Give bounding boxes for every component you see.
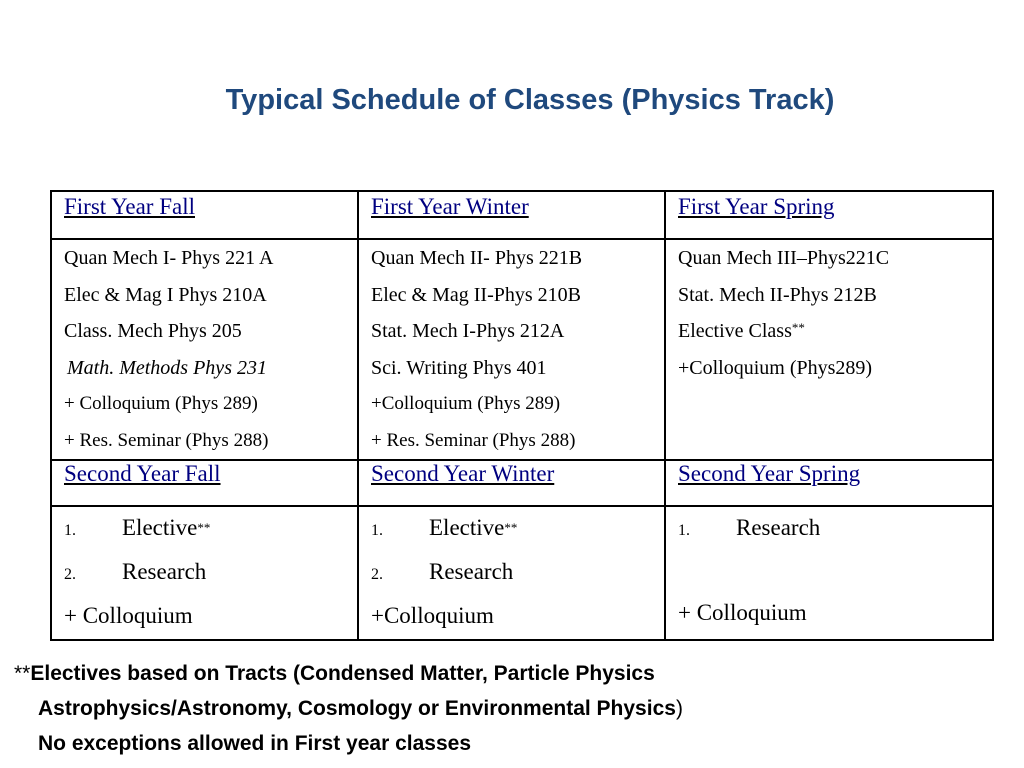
first-year-header-row xyxy=(51,191,993,239)
first-year-winter-courses xyxy=(358,239,665,460)
first-year-spring-header: First Year Spring xyxy=(665,191,993,239)
second-year-fall-courses xyxy=(51,506,358,640)
colloquium-line: +Colloquium xyxy=(371,603,494,628)
course-line: Quan Mech II- Phys 221B xyxy=(371,247,583,269)
numbered-item: 1. Research xyxy=(678,515,821,540)
course-line: Stat. Mech I-Phys 212A xyxy=(371,320,565,342)
second-year-header-row xyxy=(51,460,993,506)
numbered-item: 2. Research xyxy=(371,559,514,584)
course-line: +Colloquium (Phys 289) xyxy=(371,393,561,414)
first-year-spring-courses xyxy=(665,239,993,460)
electives-footnote xyxy=(14,656,683,761)
first-year-fall-courses xyxy=(51,239,358,460)
numbered-item: 1. Elective ** xyxy=(64,515,211,540)
course-line: + Res. Seminar (Phys 288) xyxy=(64,429,269,451)
course-line: Quan Mech III–Phys221C xyxy=(678,247,890,269)
second-year-winter-header: Second Year Winter xyxy=(358,460,665,506)
course-line: +Colloquium (Phys289) xyxy=(678,356,873,379)
course-line: Class. Mech Phys 205 xyxy=(64,320,242,342)
course-line: Elec & Mag I Phys 210A xyxy=(64,283,267,306)
numbered-item: 2. Research xyxy=(64,559,207,584)
schedule-table xyxy=(50,190,994,641)
course-line: Elective Class** xyxy=(678,320,805,342)
second-year-spring-courses xyxy=(665,506,993,640)
footnote-line-1: **Electives based on Tracts (Condensed Matter, Particle Physics xyxy=(14,662,655,685)
second-year-courses-row xyxy=(51,506,993,640)
numbered-item: 1. Elective ** xyxy=(371,515,518,540)
first-year-courses-row xyxy=(51,239,993,460)
second-year-fall-header: Second Year Fall xyxy=(51,460,358,506)
colloquium-line: + Colloquium xyxy=(64,603,193,628)
course-line: + Colloquium (Phys 289) xyxy=(64,393,258,414)
course-line: Sci. Writing Phys 401 xyxy=(371,356,547,379)
second-year-spring-header: Second Year Spring xyxy=(665,460,993,506)
page-title: Typical Schedule of Classes (Physics Track) xyxy=(225,84,835,116)
course-line: Math. Methods Phys 231 xyxy=(67,356,267,379)
course-line: Quan Mech I- Phys 221 A xyxy=(64,247,274,269)
footnote-line-3: No exceptions allowed in First year classes xyxy=(38,732,472,755)
first-year-fall-header: First Year Fall xyxy=(51,191,358,239)
footnote-line-2: Astrophysics/Astronomy, Cosmology or Environmental Physics) xyxy=(38,697,683,720)
second-year-winter-courses xyxy=(358,506,665,640)
first-year-winter-header: First Year Winter xyxy=(358,191,665,239)
course-line: + Res. Seminar (Phys 288) xyxy=(371,429,576,451)
course-line: Stat. Mech II-Phys 212B xyxy=(678,283,877,306)
colloquium-line: + Colloquium xyxy=(678,600,807,625)
course-line: Elec & Mag II-Phys 210B xyxy=(371,283,581,306)
